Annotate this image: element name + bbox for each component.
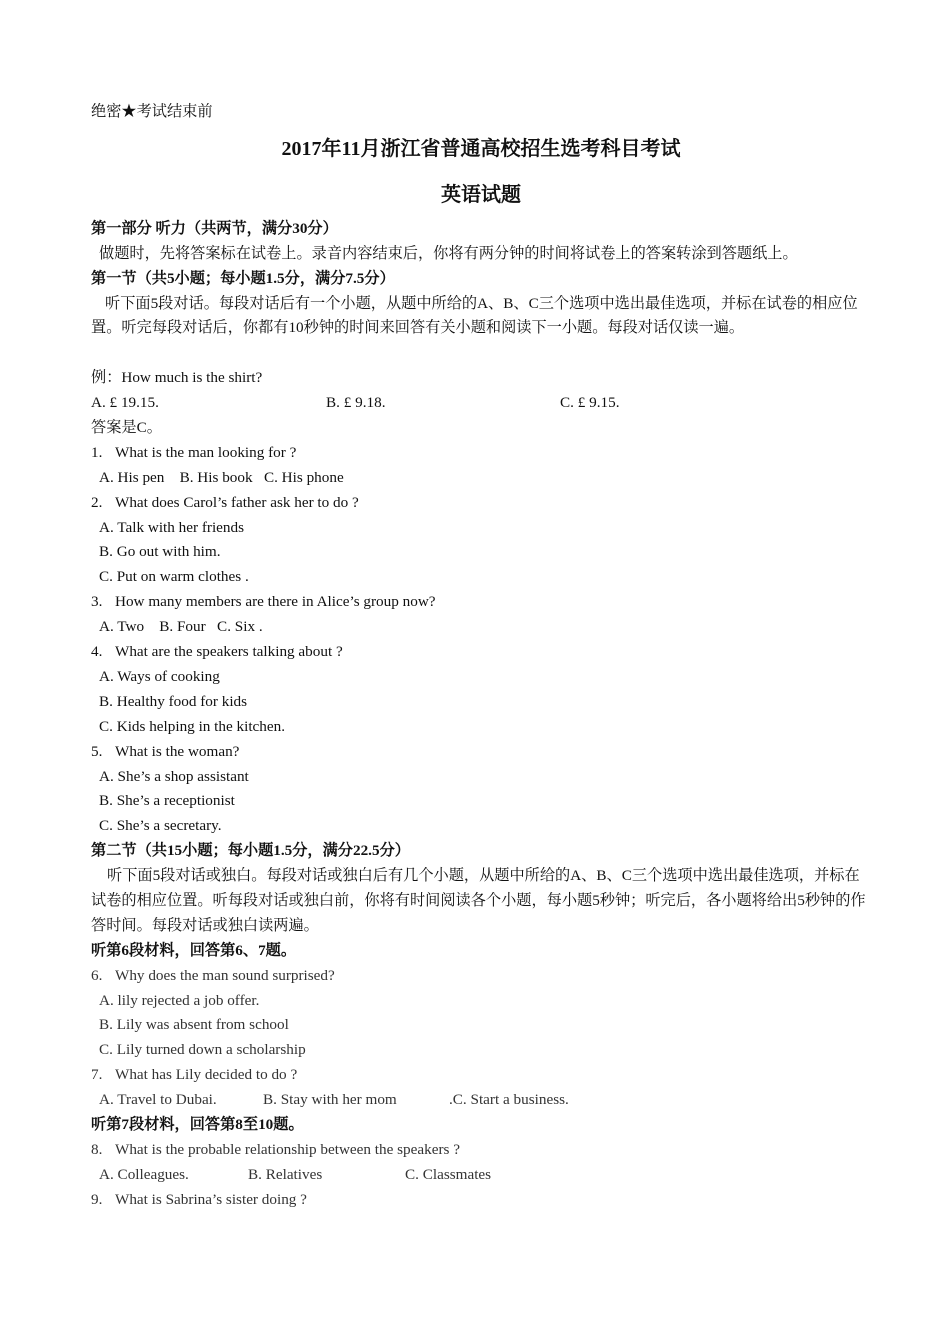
question-4-option-a: A. Ways of cooking [99,667,220,685]
example-option-b: B. £ 9.18. [326,394,386,412]
example-question: 例：How much is the shirt? [91,369,263,387]
question-6-option-c: C. Lily turned down a scholarship [99,1041,306,1059]
question-5-option-c: C. She’s a secretary. [99,817,222,835]
material-7-heading: 听第7段材料，回答第8至10题。 [91,1115,304,1133]
exam-page [91,100,871,1213]
question-2: 2. What does Carol’s father ask her to do ? [91,493,359,511]
question-5-option-b: B. She’s a receptionist [99,792,235,810]
question-7-option-c: .C. Start a business. [449,1091,569,1109]
question-8-option-b: B. Relatives [248,1165,323,1183]
example-options [91,391,871,416]
question-2-option-b: B. Go out with him. [99,543,221,561]
question-7-options [91,1088,871,1113]
example-option-c: C. £ 9.15. [560,394,620,412]
question-4: 4. What are the speakers talking about ? [91,643,343,661]
question-2-option-a: A. Talk with her friends [99,518,245,536]
material-6-heading: 听第6段材料，回答第6、7题。 [91,941,297,959]
question-8-option-c: C. Classmates [405,1165,492,1183]
question-7-option-a: A. Travel to Dubai. [99,1091,217,1109]
example-option-a: A. £ 19.15. [91,394,159,412]
question-1-options: A. His pen B. His book C. His phone [99,468,344,486]
question-6-option-b: B. Lily was absent from school [99,1016,289,1034]
question-1: 1. What is the man looking for ? [91,443,297,461]
question-6-option-a: A. lily rejected a job offer. [99,991,260,1009]
question-7-option-b: B. Stay with her mom [263,1091,397,1109]
section2-instruction: 听下面5段对话或独白。每段对话或独白后有几个小题，从题中所给的A、B、C三个选项中选出最佳选项，并标在试卷的相应位置。听每段对话或独白前，你将有时间阅读各个小题，每小题5秒钟；听完后，各小题将给出5秒钟的作答时间。每段对话或独白读两遍。 [91,867,866,934]
question-5-option-a: A. She’s a shop assistant [99,767,249,785]
confidential-mark: 绝密★考试结束前 [91,103,213,120]
question-8-option-a: A. Colleagues. [99,1165,189,1183]
question-3-options: A. Two B. Four C. Six . [99,618,263,636]
question-9: 9. What is Sabrina’s sister doing ? [91,1190,307,1208]
question-3: 3. How many members are there in Alice’s group now? [91,593,436,611]
exam-subtitle: 英语试题 [441,183,521,206]
section2-heading: 第二节（共15小题；每小题1.5分，满分22.5分） [91,842,410,860]
question-8: 8. What is the probable relationship between the speakers ? [91,1140,460,1158]
question-7: 7. What has Lily decided to do ? [91,1066,298,1084]
question-4-option-c: C. Kids helping in the kitchen. [99,717,286,735]
exam-title: 2017年11月浙江省普通高校招生选考科目考试 [281,137,681,160]
section1-instruction: 听下面5段对话。每段对话后有一个小题，从题中所给的A、B、C三个选项中选出最佳选项，并标在试卷的相应位置。听完每段对话后，你都有10秒钟的时间来回答有关小题和阅读下一小题。每段对话仅读一遍。 [91,294,858,337]
question-4-option-b: B. Healthy food for kids [99,692,248,710]
question-6: 6. Why does the man sound surprised? [91,966,335,984]
question-5: 5. What is the woman? [91,742,240,760]
part1-heading: 第一部分 听力（共两节，满分30分） [91,219,338,237]
part1-instruction: 做题时，先将答案标在试卷上。录音内容结束后，你将有两分钟的时间将试卷上的答案转涂到答题纸上。 [99,244,798,262]
section1-heading: 第一节（共5小题；每小题1.5分，满分7.5分） [91,269,395,287]
question-2-option-c: C. Put on warm clothes . [99,568,249,586]
question-8-options [91,1163,871,1188]
example-answer: 答案是C。 [91,419,162,437]
